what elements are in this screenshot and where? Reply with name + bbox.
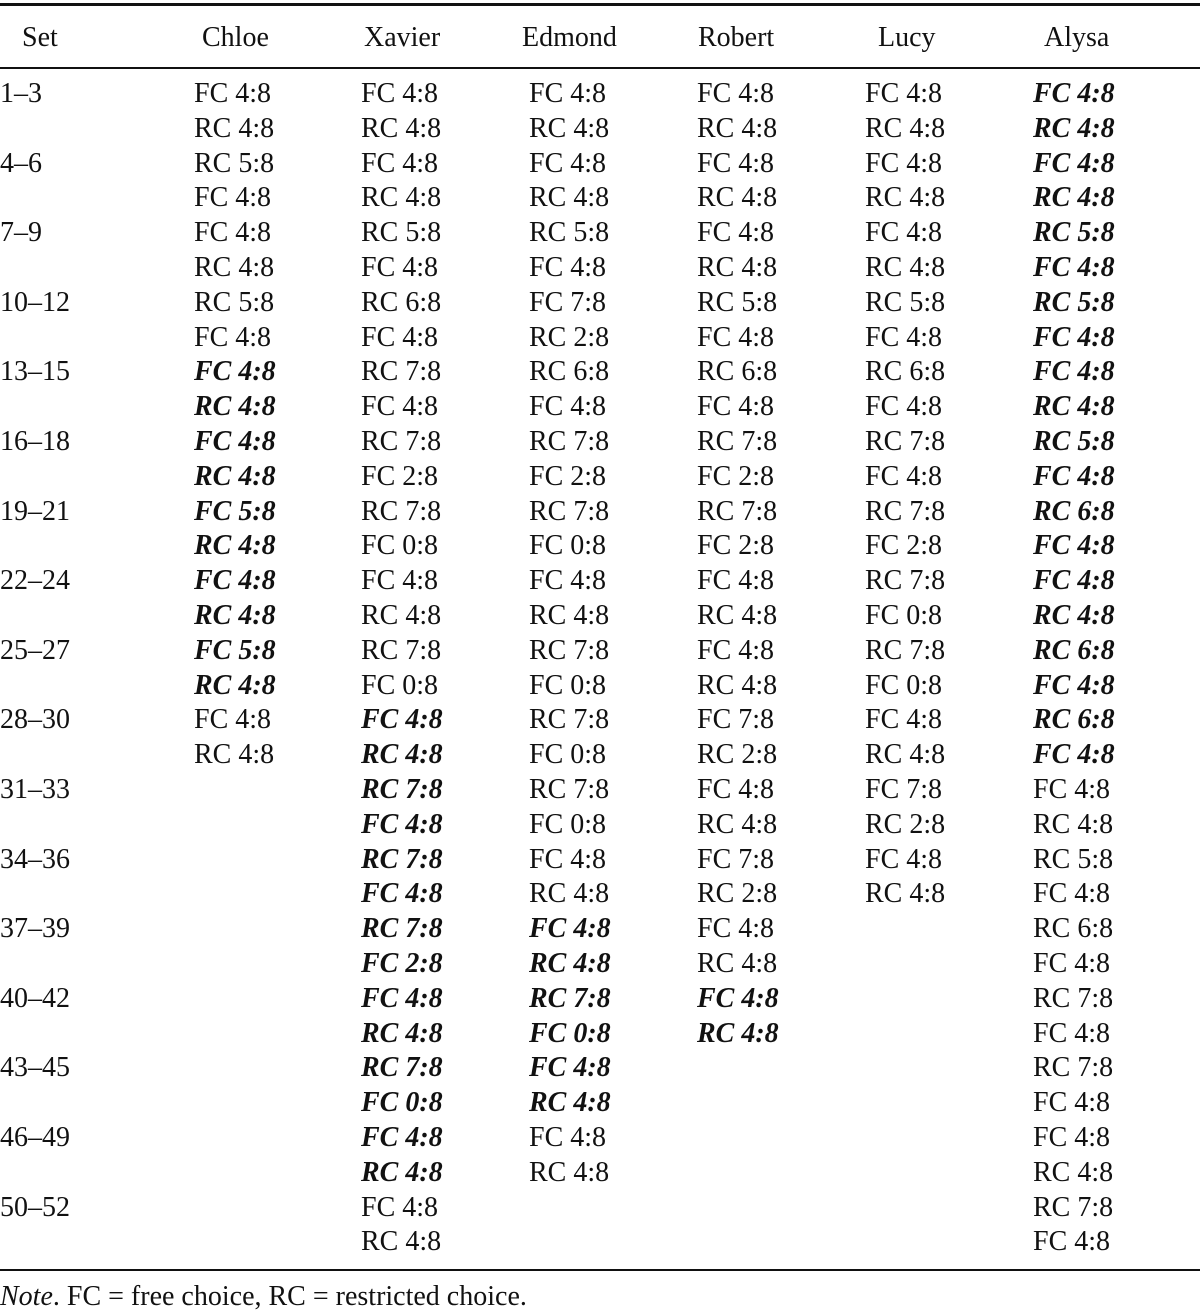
- table-cell: FC 4:8: [361, 704, 443, 736]
- set-label: 19–21: [0, 495, 70, 527]
- table-cell: RC 6:8: [361, 286, 442, 318]
- table-cell: FC 4:8: [1033, 948, 1111, 979]
- table-cell: RC 4:8: [697, 808, 778, 840]
- set-label: 13–15: [0, 356, 70, 388]
- table-cell: FC 0:8: [529, 669, 607, 701]
- set-label: 1–3: [0, 78, 42, 109]
- table-cell: RC 4:8: [697, 252, 778, 283]
- table-cell: RC 7:8: [361, 843, 443, 875]
- table-cell: RC 7:8: [361, 634, 442, 666]
- bottom-rule: [0, 1269, 1200, 1271]
- table-cell: FC 4:8: [1033, 878, 1111, 910]
- table-cell: FC 4:8: [361, 391, 439, 423]
- table-cell: FC 4:8: [361, 252, 439, 283]
- table-cell: FC 4:8: [194, 426, 276, 457]
- table-cell: FC 4:8: [529, 78, 607, 109]
- table-cell: RC 4:8: [1033, 112, 1115, 144]
- table-cell: RC 4:8: [361, 1156, 443, 1188]
- table-cell: RC 4:8: [194, 112, 275, 144]
- table-cell: RC 4:8: [361, 112, 442, 144]
- table-cell: RC 6:8: [1033, 634, 1115, 666]
- table-cell: RC 7:8: [697, 426, 778, 457]
- table-cell: FC 4:8: [697, 391, 775, 423]
- table-cell: RC 5:8: [529, 217, 610, 249]
- table-cell: FC 4:8: [1033, 669, 1115, 701]
- set-label: 7–9: [0, 217, 42, 249]
- table-cell: RC 4:8: [361, 1226, 442, 1258]
- table-cell: FC 2:8: [529, 460, 607, 492]
- table-cell: FC 4:8: [865, 217, 943, 249]
- table-cell: FC 4:8: [361, 982, 443, 1014]
- table-cell: FC 7:8: [697, 704, 775, 736]
- header-lucy: Lucy: [878, 22, 936, 53]
- table-cell: FC 4:8: [697, 565, 775, 597]
- table-cell: RC 7:8: [697, 495, 778, 527]
- set-label: 28–30: [0, 704, 70, 736]
- set-label: 46–49: [0, 1122, 70, 1153]
- table-cell: RC 4:8: [865, 252, 946, 283]
- table-cell: RC 7:8: [361, 495, 442, 527]
- table-cell: RC 4:8: [194, 460, 276, 492]
- table-cell: FC 0:8: [361, 669, 439, 701]
- table-cell: RC 7:8: [529, 634, 610, 666]
- table-cell: FC 4:8: [361, 1191, 439, 1223]
- table-cell: RC 4:8: [361, 600, 442, 631]
- table-cell: FC 4:8: [361, 808, 443, 840]
- table-cell: RC 4:8: [697, 600, 778, 631]
- table-cell: RC 4:8: [529, 182, 610, 214]
- table-cell: RC 4:8: [1033, 182, 1115, 214]
- table-cell: RC 2:8: [865, 808, 946, 840]
- table-cell: FC 4:8: [697, 147, 775, 179]
- header-edmond: Edmond: [522, 22, 617, 53]
- table-cell: RC 4:8: [529, 948, 611, 979]
- table-cell: FC 4:8: [697, 913, 775, 945]
- table-cell: RC 5:8: [361, 217, 442, 249]
- table-cell: FC 4:8: [194, 704, 272, 736]
- table-cell: RC 7:8: [1033, 1052, 1114, 1084]
- note-label: Note: [0, 1281, 53, 1312]
- table-cell: FC 4:8: [194, 217, 272, 249]
- table-cell: FC 4:8: [697, 321, 775, 353]
- table-cell: FC 4:8: [194, 78, 272, 109]
- header-alysa: Alysa: [1044, 22, 1110, 53]
- table-cell: RC 6:8: [1033, 495, 1115, 527]
- table-cell: FC 4:8: [1033, 356, 1115, 388]
- header-chloe: Chloe: [202, 22, 269, 53]
- table-cell: FC 2:8: [361, 948, 443, 979]
- table-cell: FC 2:8: [697, 530, 775, 562]
- table-cell: RC 6:8: [1033, 913, 1114, 945]
- set-label: 25–27: [0, 634, 70, 666]
- set-label: 43–45: [0, 1052, 70, 1084]
- table-cell: RC 2:8: [697, 739, 778, 771]
- table-cell: FC 0:8: [865, 669, 943, 701]
- table-cell: RC 4:8: [529, 600, 610, 631]
- table-cell: RC 4:8: [194, 391, 276, 423]
- table-cell: FC 4:8: [361, 147, 439, 179]
- table-cell: RC 4:8: [865, 739, 946, 771]
- table-cell: RC 4:8: [361, 1017, 443, 1049]
- table-cell: RC 4:8: [361, 739, 443, 771]
- table-cell: RC 7:8: [529, 704, 610, 736]
- table-cell: FC 4:8: [1033, 460, 1115, 492]
- table-cell: FC 4:8: [529, 1052, 611, 1084]
- set-label: 31–33: [0, 774, 70, 805]
- table-cell: RC 7:8: [529, 774, 610, 805]
- table-cell: FC 4:8: [1033, 1087, 1111, 1119]
- table-cell: FC 4:8: [1033, 78, 1115, 109]
- table-cell: FC 0:8: [865, 600, 943, 631]
- table-cell: RC 4:8: [194, 739, 275, 771]
- table-cell: RC 7:8: [361, 774, 443, 805]
- table-cell: RC 6:8: [1033, 704, 1115, 736]
- table-cell: RC 7:8: [865, 634, 946, 666]
- table-cell: RC 5:8: [865, 286, 946, 318]
- header-robert: Robert: [698, 22, 775, 53]
- table-cell: RC 4:8: [361, 182, 442, 214]
- table-cell: RC 7:8: [361, 356, 442, 388]
- table-cell: FC 7:8: [697, 843, 775, 875]
- table-cell: RC 4:8: [194, 669, 276, 701]
- table-cell: FC 2:8: [865, 530, 943, 562]
- table-cell: FC 4:8: [1033, 1122, 1111, 1153]
- set-label: 40–42: [0, 982, 70, 1014]
- table-cell: FC 0:8: [361, 530, 439, 562]
- table-cell: FC 4:8: [361, 878, 443, 910]
- table-cell: RC 7:8: [361, 1052, 443, 1084]
- table-cell: FC 4:8: [697, 78, 775, 109]
- table-cell: FC 4:8: [865, 147, 943, 179]
- note-text: . FC = free choice, RC = restricted choice.: [52, 1281, 527, 1312]
- table-cell: FC 0:8: [529, 530, 607, 562]
- table-cell: RC 4:8: [697, 669, 778, 701]
- table-cell: RC 6:8: [865, 356, 946, 388]
- set-label: 10–12: [0, 286, 70, 318]
- table-cell: RC 7:8: [361, 913, 443, 945]
- set-label: 34–36: [0, 843, 70, 875]
- table-cell: FC 4:8: [865, 321, 943, 353]
- table-cell: FC 2:8: [361, 460, 439, 492]
- table-cell: FC 7:8: [529, 286, 607, 318]
- table-cell: RC 5:8: [1033, 286, 1115, 318]
- table-cell: FC 4:8: [529, 147, 607, 179]
- table-cell: FC 4:8: [1033, 1226, 1111, 1258]
- table-cell: RC 5:8: [1033, 217, 1115, 249]
- table-cell: FC 4:8: [529, 843, 607, 875]
- table-cell: RC 2:8: [697, 878, 778, 910]
- set-label: 4–6: [0, 147, 42, 179]
- table-cell: FC 4:8: [194, 356, 276, 388]
- table-cell: RC 4:8: [697, 948, 778, 979]
- table-cell: FC 4:8: [697, 634, 775, 666]
- table-cell: FC 5:8: [194, 634, 276, 666]
- table-cell: RC 4:8: [697, 182, 778, 214]
- table-cell: FC 4:8: [1033, 1017, 1111, 1049]
- table-cell: FC 4:8: [194, 565, 276, 597]
- table-cell: FC 0:8: [529, 739, 607, 771]
- table-cell: RC 4:8: [529, 1087, 611, 1119]
- header-xavier: Xavier: [364, 22, 441, 53]
- table-cell: FC 0:8: [529, 1017, 611, 1049]
- table-cell: RC 7:8: [361, 426, 442, 457]
- table-note: [0, 1283, 527, 1311]
- table-cell: FC 4:8: [529, 565, 607, 597]
- table-cell: FC 4:8: [1033, 530, 1115, 562]
- table-cell: RC 7:8: [865, 565, 946, 597]
- table-cell: RC 4:8: [529, 878, 610, 910]
- table-cell: FC 4:8: [865, 704, 943, 736]
- table-cell: FC 4:8: [1033, 321, 1115, 353]
- table-cell: FC 4:8: [865, 391, 943, 423]
- table-cell: RC 5:8: [194, 147, 275, 179]
- table-cell: FC 4:8: [529, 252, 607, 283]
- table-cell: RC 4:8: [1033, 600, 1115, 631]
- table-cell: RC 4:8: [865, 112, 946, 144]
- table-cell: FC 4:8: [361, 1122, 443, 1153]
- table-cell: FC 4:8: [865, 78, 943, 109]
- table-cell: RC 4:8: [865, 878, 946, 910]
- table-cell: RC 7:8: [865, 495, 946, 527]
- table-cell: FC 5:8: [194, 495, 276, 527]
- table-cell: RC 6:8: [529, 356, 610, 388]
- set-label: 50–52: [0, 1191, 70, 1223]
- table-cell: FC 4:8: [361, 78, 439, 109]
- table-cell: RC 4:8: [697, 112, 778, 144]
- set-label: 22–24: [0, 565, 70, 597]
- header-set: Set: [22, 22, 58, 53]
- table-cell: FC 4:8: [1033, 739, 1115, 771]
- table-cell: FC 4:8: [697, 217, 775, 249]
- table-cell: RC 5:8: [1033, 426, 1115, 457]
- table-cell: FC 4:8: [1033, 565, 1115, 597]
- table-cell: RC 5:8: [697, 286, 778, 318]
- top-rule: [0, 3, 1200, 6]
- table-cell: RC 5:8: [194, 286, 275, 318]
- table-cell: FC 4:8: [697, 774, 775, 805]
- table-cell: FC 4:8: [529, 1122, 607, 1153]
- table-cell: FC 4:8: [194, 182, 272, 214]
- table-cell: FC 4:8: [361, 565, 439, 597]
- table-cell: RC 4:8: [529, 1156, 610, 1188]
- table-cell: RC 4:8: [194, 252, 275, 283]
- table-cell: FC 4:8: [1033, 774, 1111, 805]
- set-label: 37–39: [0, 913, 70, 945]
- table-cell: FC 4:8: [361, 321, 439, 353]
- table-cell: RC 4:8: [1033, 1156, 1114, 1188]
- table-cell: FC 4:8: [865, 843, 943, 875]
- table-cell: FC 4:8: [697, 982, 779, 1014]
- table-cell: RC 6:8: [697, 356, 778, 388]
- table-cell: RC 7:8: [865, 426, 946, 457]
- table-cell: RC 4:8: [697, 1017, 779, 1049]
- table-cell: FC 0:8: [361, 1087, 443, 1119]
- table-cell: RC 4:8: [1033, 391, 1115, 423]
- table-cell: FC 7:8: [865, 774, 943, 805]
- table-cell: FC 4:8: [529, 391, 607, 423]
- table-cell: RC 4:8: [194, 530, 276, 562]
- table-cell: FC 4:8: [865, 460, 943, 492]
- table-cell: FC 0:8: [529, 808, 607, 840]
- table-cell: FC 2:8: [697, 460, 775, 492]
- table-cell: RC 7:8: [529, 426, 610, 457]
- table-cell: FC 4:8: [194, 321, 272, 353]
- table-cell: RC 5:8: [1033, 843, 1114, 875]
- table-cell: RC 7:8: [1033, 1191, 1114, 1223]
- table-cell: FC 4:8: [529, 913, 611, 945]
- table-cell: RC 7:8: [529, 495, 610, 527]
- table-cell: RC 7:8: [529, 982, 611, 1014]
- table-cell: RC 4:8: [529, 112, 610, 144]
- table-cell: RC 4:8: [1033, 808, 1114, 840]
- table-cell: FC 4:8: [1033, 252, 1115, 283]
- table-cell: FC 4:8: [1033, 147, 1115, 179]
- header-rule: [0, 67, 1200, 69]
- set-label: 16–18: [0, 426, 70, 457]
- table-cell: RC 4:8: [194, 600, 276, 631]
- table-cell: RC 4:8: [865, 182, 946, 214]
- table-cell: RC 7:8: [1033, 982, 1114, 1014]
- table-cell: RC 2:8: [529, 321, 610, 353]
